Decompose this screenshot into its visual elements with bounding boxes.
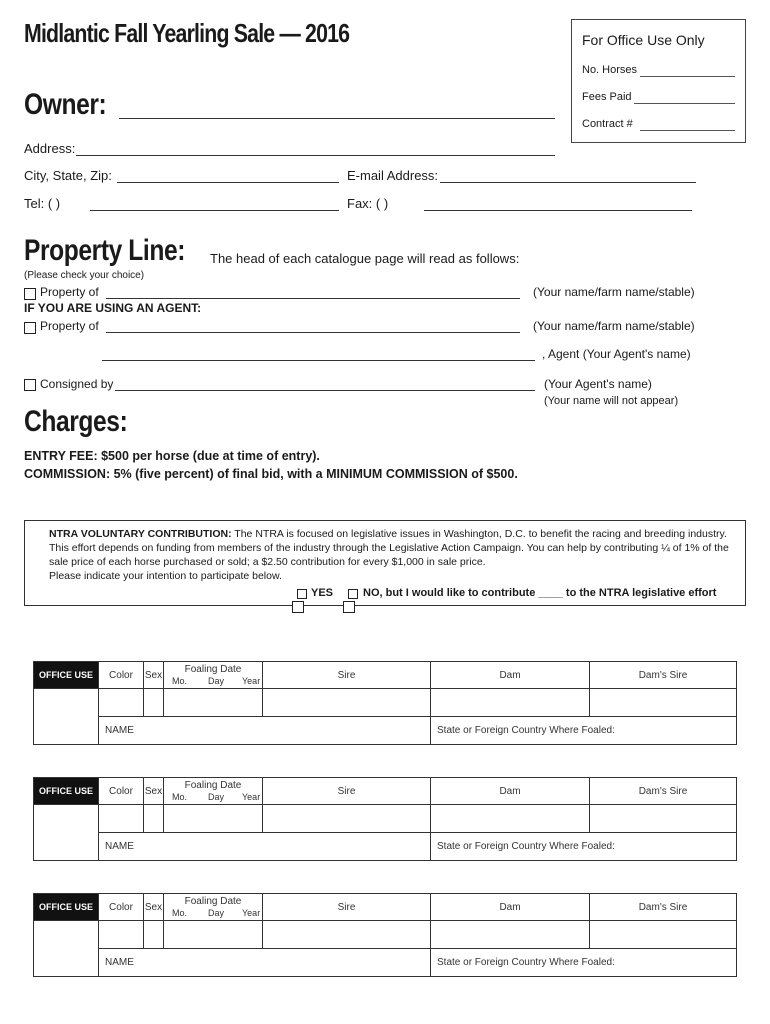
ntra-no-label: NO, but I would like to contribute ____ to the NTRA legislative effort	[363, 587, 717, 599]
office-use-entry	[34, 921, 99, 977]
dam-header: Dam	[431, 778, 590, 805]
dam-header: Dam	[431, 662, 590, 689]
office-row-fees: Fees Paid	[582, 91, 632, 103]
fax-field[interactable]	[424, 210, 692, 211]
sire-input[interactable]	[263, 805, 431, 833]
email-label: E-mail Address:	[347, 168, 439, 183]
dams-sire-header: Dam's Sire	[590, 894, 737, 921]
name-field[interactable]: NAME	[99, 717, 431, 745]
office-use-entry	[34, 689, 99, 745]
office-use-cell: OFFICE USE	[34, 662, 99, 689]
entry-fee-text: ENTRY FEE: $500 per horse (due at time of entry).	[24, 449, 320, 463]
sex-header: Sex	[144, 778, 164, 805]
foaling-date-input[interactable]	[164, 805, 263, 833]
color-header: Color	[99, 662, 144, 689]
office-use-entry	[34, 805, 99, 861]
foaling-label: Foaling Date	[184, 664, 242, 675]
consigned-field[interactable]	[115, 390, 535, 391]
office-box-title: For Office Use Only	[582, 32, 705, 48]
ntra-instruction: Please indicate your intention to participate below.	[49, 570, 282, 582]
dam-header: Dam	[431, 894, 590, 921]
office-row-horses: No. Horses	[582, 64, 638, 76]
mo-label: Mo.	[172, 676, 188, 686]
ntra-yes-label: YES	[311, 587, 334, 599]
office-use-cell: OFFICE USE	[34, 894, 99, 921]
day-label: Day	[208, 676, 225, 686]
year-label: Year	[242, 676, 261, 686]
dams-sire-input[interactable]	[590, 689, 737, 717]
property-of-label: Property of	[40, 285, 99, 299]
ntra-text	[49, 527, 731, 583]
dam-input[interactable]	[431, 805, 590, 833]
property-of-field[interactable]	[106, 298, 520, 299]
foaling-date-header	[164, 894, 263, 921]
sex-input[interactable]	[144, 689, 164, 717]
ntra-body: The NTRA is focused on legislative issues in Washington, D.C. to benefit the racing and breeding industry. This effort depends on funding from members of the industry through the Legislative Action Campaign. You can help by contributing ¼ of 1% of the sale price of each horse purchased or sold; a $2.50 contribution for every $1,000 in sale price.	[49, 528, 729, 568]
property-of-hint: (Your name/farm name/stable)	[533, 285, 695, 299]
mo-label: Mo.	[172, 908, 188, 918]
agent-name-field[interactable]	[102, 360, 535, 361]
foaling-label: Foaling Date	[184, 896, 242, 907]
office-row-contract: Contract #	[582, 118, 633, 130]
office-use-box	[571, 19, 746, 143]
dam-input[interactable]	[431, 689, 590, 717]
address-label: Address:	[24, 141, 76, 156]
property-note: (Please check your choice)	[24, 270, 145, 281]
ntra-yes-checkbox[interactable]	[297, 589, 307, 599]
mo-label: Mo.	[172, 792, 188, 802]
office-fees-field[interactable]	[634, 103, 735, 104]
city-label: City, State, Zip:	[24, 168, 112, 183]
page-title: Midlantic Fall Yearling Sale — 2016	[24, 18, 350, 48]
foaling-label: Foaling Date	[184, 780, 242, 791]
sire-input[interactable]	[263, 921, 431, 949]
year-label: Year	[242, 908, 261, 918]
foaling-date-header	[164, 662, 263, 689]
sex-header: Sex	[144, 894, 164, 921]
horse-entry-table-3	[33, 893, 737, 977]
name-field[interactable]: NAME	[99, 833, 431, 861]
day-label: Day	[208, 908, 225, 918]
agent-heading: IF YOU ARE USING AN AGENT:	[24, 301, 202, 315]
sex-header: Sex	[144, 662, 164, 689]
agent-property-of-field[interactable]	[106, 332, 520, 333]
color-input[interactable]	[99, 689, 144, 717]
dam-input[interactable]	[431, 921, 590, 949]
city-field[interactable]	[117, 182, 339, 183]
property-heading: Property Line:	[24, 234, 186, 267]
email-field[interactable]	[440, 182, 696, 183]
consigned-label: Consigned by	[40, 377, 114, 391]
color-header: Color	[99, 778, 144, 805]
office-contract-field[interactable]	[640, 130, 735, 131]
owner-name-field[interactable]	[119, 118, 555, 119]
consigned-checkbox[interactable]	[24, 379, 36, 391]
foaling-date-input[interactable]	[164, 921, 263, 949]
sex-input[interactable]	[144, 805, 164, 833]
horse-entry-table-2	[33, 777, 737, 861]
day-label: Day	[208, 792, 225, 802]
tel-label: Tel: ( )	[24, 196, 61, 211]
sire-header: Sire	[263, 778, 431, 805]
agent-property-of-checkbox[interactable]	[24, 322, 36, 334]
sex-input[interactable]	[144, 921, 164, 949]
foaled-field[interactable]: State or Foreign Country Where Foaled:	[431, 949, 737, 977]
sire-header: Sire	[263, 662, 431, 689]
fax-label: Fax: ( )	[347, 196, 389, 211]
foaled-field[interactable]: State or Foreign Country Where Foaled:	[431, 833, 737, 861]
charges-heading: Charges:	[24, 405, 128, 438]
dams-sire-header: Dam's Sire	[590, 778, 737, 805]
agent-property-of-label: Property of	[40, 319, 99, 333]
year-label: Year	[242, 792, 261, 802]
not-appear-hint: (Your name will not appear)	[544, 395, 679, 407]
dams-sire-input[interactable]	[590, 921, 737, 949]
address-field[interactable]	[76, 155, 555, 156]
dams-sire-header: Dam's Sire	[590, 662, 737, 689]
sire-header: Sire	[263, 894, 431, 921]
ntra-no-box-below[interactable]	[343, 601, 355, 613]
owner-heading: Owner:	[24, 88, 107, 121]
name-field[interactable]: NAME	[99, 949, 431, 977]
foaled-field[interactable]: State or Foreign Country Where Foaled:	[431, 717, 737, 745]
office-horses-field[interactable]	[640, 76, 735, 77]
property-subtitle: The head of each catalogue page will read as follows:	[210, 251, 520, 266]
agent-property-of-hint: (Your name/farm name/stable)	[533, 319, 695, 333]
color-input[interactable]	[99, 921, 144, 949]
agent-name-hint: , Agent (Your Agent's name)	[542, 347, 691, 361]
foaling-date-header	[164, 778, 263, 805]
horse-entry-table-1	[33, 661, 737, 745]
ntra-box	[24, 520, 746, 606]
color-input[interactable]	[99, 805, 144, 833]
dams-sire-input[interactable]	[590, 805, 737, 833]
color-header: Color	[99, 894, 144, 921]
ntra-no-checkbox[interactable]	[348, 589, 358, 599]
office-use-cell: OFFICE USE	[34, 778, 99, 805]
property-of-checkbox[interactable]	[24, 288, 36, 300]
commission-text: COMMISSION: 5% (five percent) of final bid, with a MINIMUM COMMISSION of $500.	[24, 467, 518, 481]
tel-field[interactable]	[90, 210, 339, 211]
ntra-heading: NTRA VOLUNTARY CONTRIBUTION:	[49, 528, 232, 540]
foaling-date-input[interactable]	[164, 689, 263, 717]
consigned-hint: (Your Agent's name)	[544, 377, 652, 391]
ntra-yes-box-below[interactable]	[292, 601, 304, 613]
sire-input[interactable]	[263, 689, 431, 717]
